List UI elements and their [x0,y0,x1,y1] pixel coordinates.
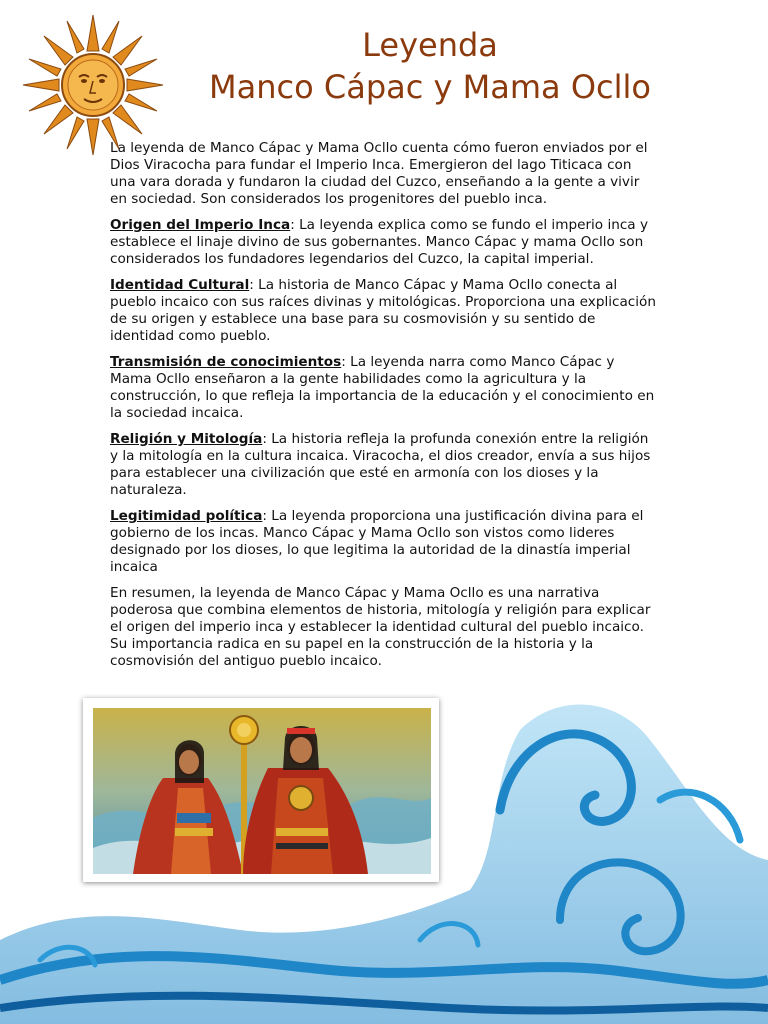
section-text: : La historia refleja la profunda conexión entre la religión y la mitología en la cultura incaica. Viracocha, el dios creador, envía a sus hijos para establecer una civilización que esté en armonía con los dioses y la naturaleza. [110,431,651,498]
sun-illustration [22,14,164,156]
section-heading: Legitimidad política [110,508,263,524]
section-heading: Origen del Imperio Inca [110,217,291,233]
page-title [160,24,700,108]
section-paragraph [110,217,658,268]
section-heading: Transmisión de conocimientos [110,354,342,370]
intro-paragraph: La leyenda de Manco Cápac y Mama Ocllo cuenta cómo fueron enviados por el Dios Viracocha para fundar el Imperio Inca. Emergieron del lago Titicaca con una vara dorada y fundaron la ciudad del Cuzco, enseñando a la gente a vivir en sociedad. Son considerados los progenitores del pueblo inca. [110,140,648,207]
section-paragraph [110,508,658,576]
section-heading: Religión y Mitología [110,431,263,447]
title-line-1: Leyenda [362,26,498,64]
section-text: : La historia de Manco Cápac y Mama Ocllo conecta al pueblo incaico con sus raíces divinas y mitológicas. Proporciona una explicación de su origen y establece una base para su cosmovisión y su sentido de identidad como pueblo. [110,277,656,344]
document-body [110,140,658,679]
section-paragraph [110,354,658,422]
section-paragraph [110,277,658,345]
section-paragraph [110,431,658,499]
section-text: : La leyenda explica como se fundo el imperio inca y establece el linaje divino de sus gobernantes. Manco Cápac y mama Ocllo son considerados los fundadores legendarios del Cuzco, la capital imperial. [110,217,649,267]
section-text: : La leyenda narra como Manco Cápac y Mama Ocllo enseñaron a la gente habilidades como la agricultura y la construcción, lo que refleja la importancia de la educación y el conocimiento en la sociedad incaica. [110,354,655,421]
conclusion-paragraph: En resumen, la leyenda de Manco Cápac y Mama Ocllo es una narrativa poderosa que combina elementos de historia, mitología y religión para explicar el origen del imperio inca y establecer la identidad cultural del pueblo incaico. Su importancia radica en su papel en la construcción de la historia y la cosmovisión del antiguo pueblo incaico. [110,585,651,669]
section-heading: Identidad Cultural [110,277,250,293]
illustration-frame [83,698,439,882]
manco-capac-mama-ocllo-illustration [93,708,431,874]
section-text: : La leyenda proporciona una justificación divina para el gobierno de los incas. Manco Cápac y Mama Ocllo son vistos como lideres designado por los dioses, lo que legitima la autoridad de la dinastía imperial incaica [110,508,644,575]
title-line-2: Manco Cápac y Mama Ocllo [209,68,651,106]
